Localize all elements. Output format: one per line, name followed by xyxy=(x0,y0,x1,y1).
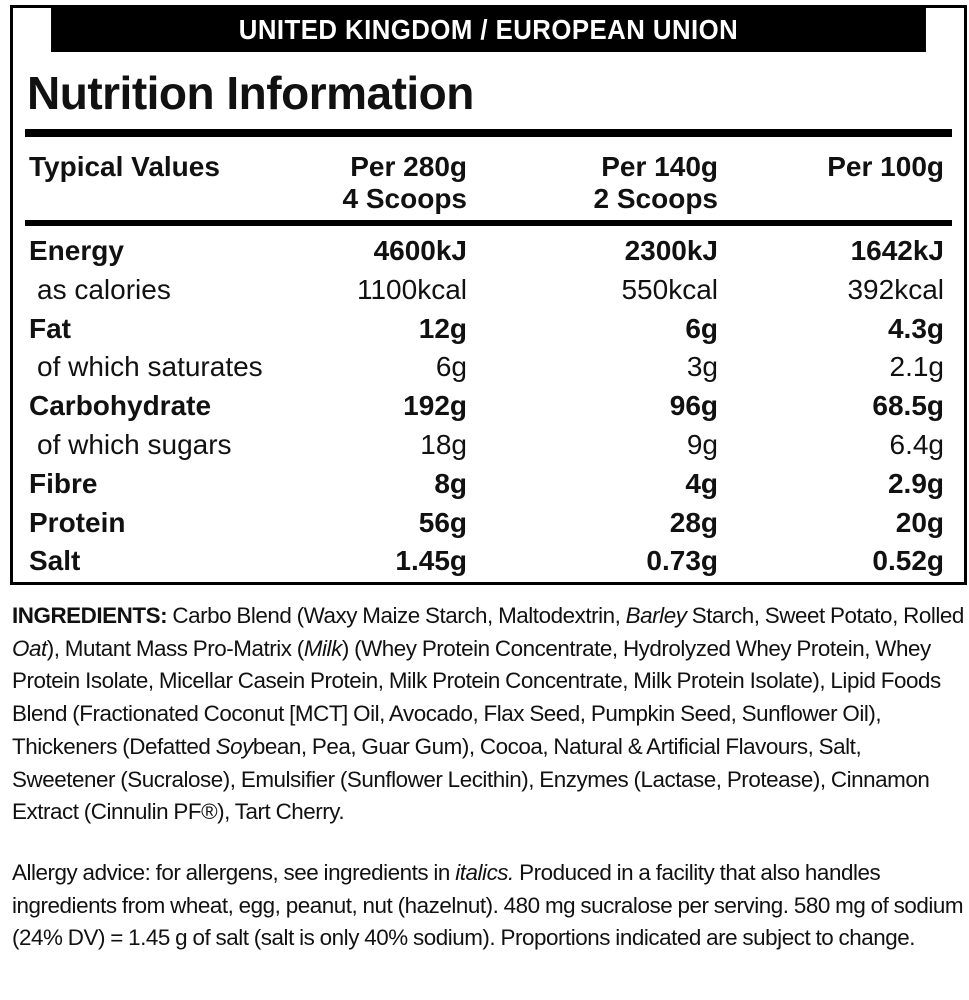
row-label: Fibre xyxy=(29,467,98,499)
value-per-100g: 68.5g xyxy=(872,390,944,422)
header-divider xyxy=(25,220,952,226)
row-label: of which saturates xyxy=(37,351,263,383)
row-label: Carbohydrate xyxy=(29,390,212,422)
nutrition-row xyxy=(13,310,964,348)
value-per-140g: 9g xyxy=(686,429,718,460)
value-per-280g: 4600kJ xyxy=(373,235,467,266)
value-per-140g: 2300kJ xyxy=(624,235,718,266)
value-per-140g: 3g xyxy=(686,351,718,383)
row-label: Energy xyxy=(29,235,124,266)
nutrition-row xyxy=(13,542,964,580)
region-banner: UNITED KINGDOM / EUROPEAN UNION xyxy=(51,8,926,52)
value-per-140g: 4g xyxy=(685,467,718,499)
value-per-100g: 2.1g xyxy=(889,351,944,383)
header-per-280g-line1: Per 280g xyxy=(350,151,467,182)
value-per-140g: 550kcal xyxy=(621,273,718,305)
nutrition-panel xyxy=(10,5,967,585)
value-per-280g: 1100kcal xyxy=(356,273,467,305)
value-per-100g: 392kcal xyxy=(847,273,944,305)
header-per-140g-line2: 2 Scoops xyxy=(593,183,718,214)
row-label: as calories xyxy=(37,273,171,305)
row-label: Salt xyxy=(29,545,81,577)
value-per-100g: 1642kJ xyxy=(850,235,944,266)
ingredients-italic: Soy xyxy=(215,733,253,759)
allergy-paragraph xyxy=(12,857,964,955)
ingredients-italic: Oat xyxy=(12,635,47,661)
ingredients-text: Starch, Sweet Potato, Rolled xyxy=(686,603,964,628)
ingredients-paragraph xyxy=(12,600,964,829)
header-typical-values: Typical Values xyxy=(29,151,220,182)
value-per-100g: 6.4g xyxy=(889,429,944,460)
thick-divider xyxy=(25,129,952,137)
value-per-280g: 1.45g xyxy=(395,545,467,577)
value-per-100g: 0.52g xyxy=(872,545,944,577)
nutrition-row xyxy=(13,465,964,503)
value-per-280g: 6g xyxy=(435,351,467,383)
ingredients-text: ), Mutant Mass Pro-Matrix ( xyxy=(46,635,304,661)
allergy-text: Produced in a facility that also handles ingredients from wheat, egg, peanut, nut (hazelnut). 480 mg sucralose per serving. 580 mg of sodium (24% DV) = 1.45 g of salt (salt is only 40% sodium). Proportions indicated are subject to change. xyxy=(12,860,964,951)
header-per-100g xyxy=(827,151,944,183)
value-per-100g: 4.3g xyxy=(887,312,944,344)
ingredients-heading: INGREDIENTS: xyxy=(12,603,168,628)
ingredients-text xyxy=(12,603,964,824)
value-per-280g: 192g xyxy=(403,390,467,422)
value-per-280g: 56g xyxy=(418,506,467,538)
nutrition-row xyxy=(13,387,964,425)
header-per-280g xyxy=(343,151,467,215)
nutrition-row xyxy=(13,232,964,270)
header-per-140g xyxy=(594,151,718,215)
ingredients-italic: Milk xyxy=(303,635,342,661)
ingredients-text: ) (Whey Protein Concentrate, Hydrolyzed Whey Protein, Whey Protein Isolate, Micellar Casein Protein, Milk Protein Concentrate, Milk Protein Isolate), Lipid Foods Blend (Fractionated Coconut [MCT] Oil, Avocado, Flax Seed, Pumpkin Seed, Sunflower Oil), Thickeners (Defatted xyxy=(12,635,941,759)
row-label: of which sugars xyxy=(37,429,232,460)
value-per-140g: 28g xyxy=(669,506,718,538)
value-per-140g: 0.73g xyxy=(646,545,718,577)
nutrition-row xyxy=(13,271,964,309)
panel-title: Nutrition Information xyxy=(27,67,474,119)
ingredients-text: bean, Pea, Guar Gum), Cocoa, Natural & Artificial Flavours, Salt, Sweetener (Sucralose), Emulsifier (Sunflower Lecithin), Enzymes (Lactase, Protease), Cinnamon Extract (Cinnulin PF®), Tart Cherry. xyxy=(12,733,930,825)
value-per-140g: 6g xyxy=(685,312,718,344)
header-per-280g-line2: 4 Scoops xyxy=(342,183,467,214)
header-per-140g-line1: Per 140g xyxy=(601,151,718,182)
value-per-280g: 8g xyxy=(434,467,467,499)
nutrition-row xyxy=(13,348,964,386)
allergy-italic: italics. xyxy=(455,860,514,885)
header-per-100g-line1: Per 100g xyxy=(827,151,944,182)
ingredients-text: Carbo Blend (Waxy Maize Starch, Maltodextrin, xyxy=(167,603,626,628)
row-label: Fat xyxy=(29,312,71,344)
allergy-text: Allergy advice: for allergens, see ingredients in xyxy=(12,860,456,885)
row-label: Protein xyxy=(29,506,126,538)
value-per-100g: 2.9g xyxy=(887,467,944,499)
nutrition-row xyxy=(13,426,964,464)
value-per-280g: 12g xyxy=(418,312,467,344)
value-per-280g: 18g xyxy=(420,429,467,460)
value-per-140g: 96g xyxy=(669,390,718,422)
value-per-100g: 20g xyxy=(895,506,944,538)
ingredients-italic: Barley xyxy=(625,603,687,628)
nutrition-row xyxy=(13,504,964,542)
